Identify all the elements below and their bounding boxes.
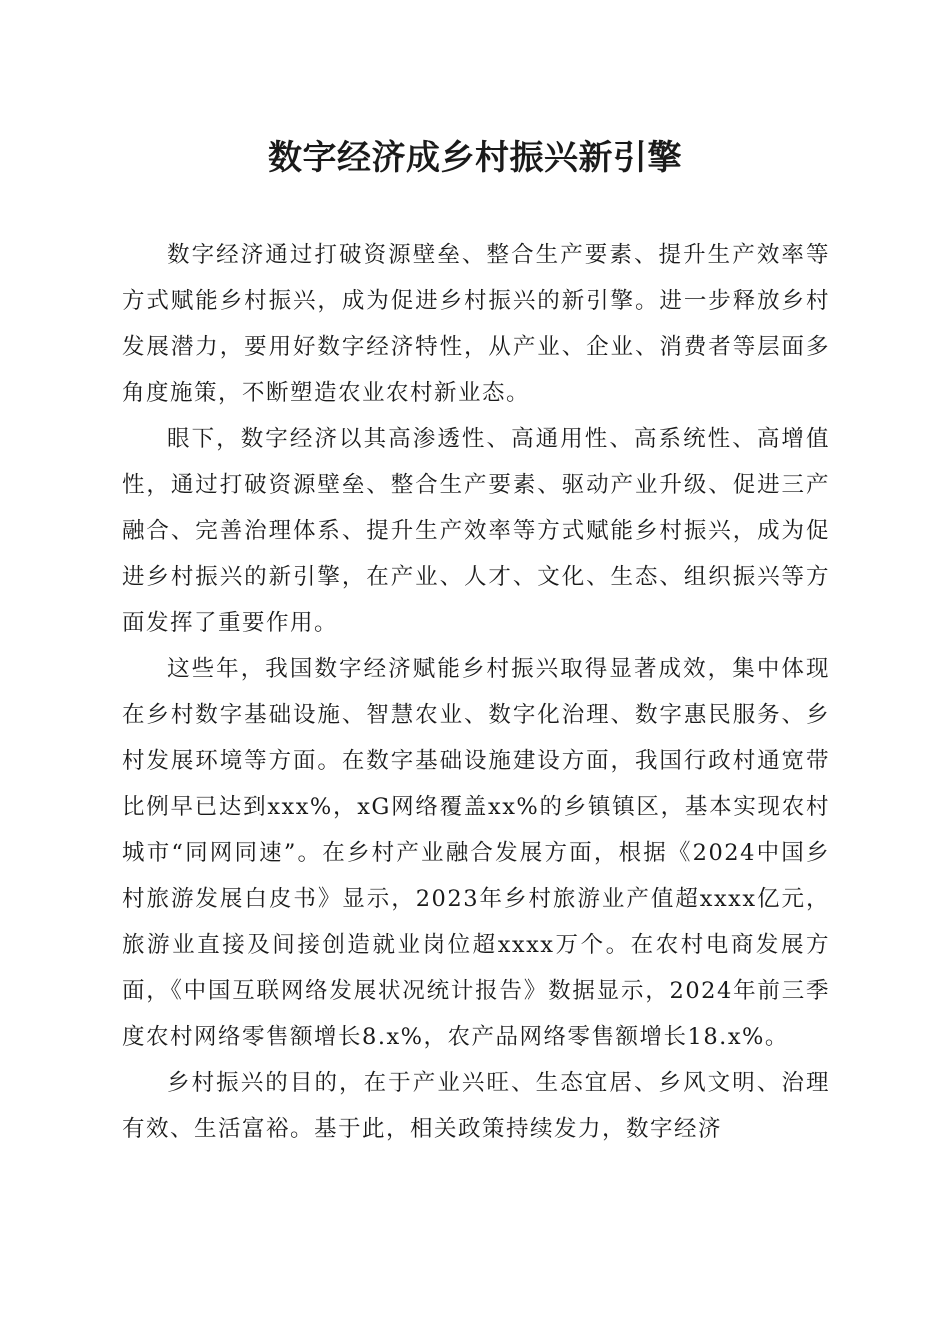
paragraph-3: 这些年，我国数字经济赋能乡村振兴取得显著成效，集中体现在乡村数字基础设施、智慧农业、数字化治理、数字惠民服务、乡村发展环境等方面。在数字基础设施建设方面，我国行政村通宽带比例早已达到xxx%，xG网络覆盖xx%的乡镇镇区，基本实现农村城市“同网同速”。在乡村产业融合发展方面，根据《2024中国乡村旅游发展白皮书》显示，2023年乡村旅游业产值超xxxx亿元，旅游业直接及间接创造就业岗位超xxxx万个。在农村电商发展方面，《中国互联网络发展状况统计报告》数据显示，2024年前三季度农村网络零售额增长8.x%，农产品网络零售额增长18.x%。 [122,656,830,1050]
paragraph-1: 数字经济通过打破资源壁垒、整合生产要素、提升生产效率等方式赋能乡村振兴，成为促进乡村振兴的新引擎。进一步释放乡村发展潜力，要用好数字经济特性，从产业、企业、消费者等层面多角度施策，不断塑造农业农村新业态。 [122,242,830,406]
document-title: 数字经济成乡村振兴新引擎 [268,138,682,178]
document-body [122,232,830,1152]
paragraph-2: 眼下，数字经济以其高渗透性、高通用性、高系统性、高增值性，通过打破资源壁垒、整合生产要素、驱动产业升级、促进三产融合、完善治理体系、提升生产效率等方式赋能乡村振兴，成为促进乡村振兴的新引擎，在产业、人才、文化、生态、组织振兴等方面发挥了重要作用。 [122,426,830,636]
paragraph-4: 乡村振兴的目的，在于产业兴旺、生态宜居、乡风文明、治理有效、生活富裕。基于此，相关政策持续发力，数字经济 [122,1070,830,1142]
